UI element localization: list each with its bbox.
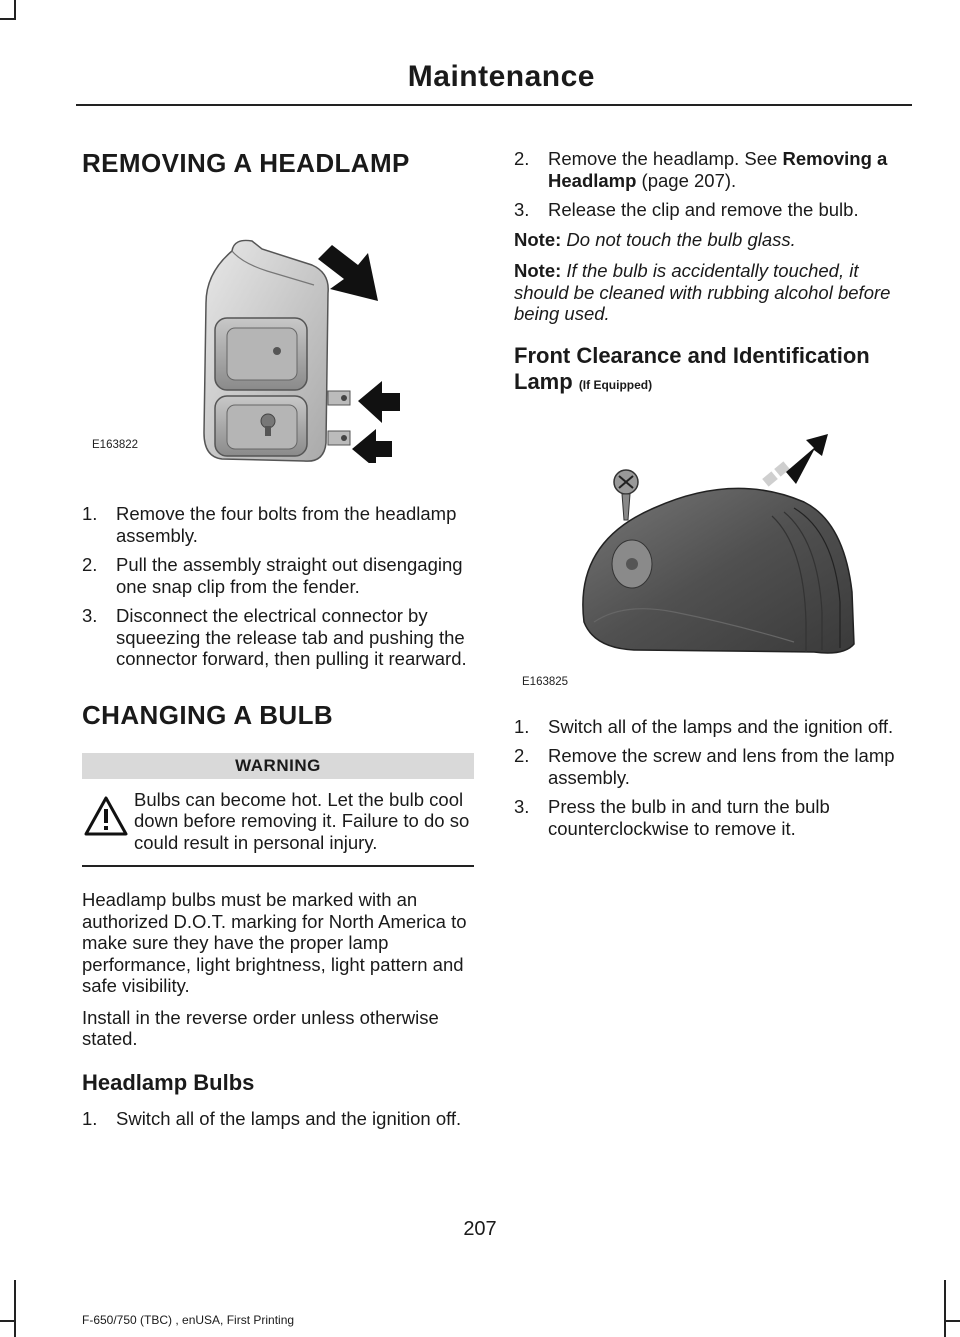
warning-label: WARNING bbox=[82, 753, 474, 779]
warning-box bbox=[82, 753, 474, 868]
crop-mark bbox=[14, 0, 16, 20]
list-item: 3. Disconnect the electrical connector by squeezing the release tab and pushing the connector forward, then pulling it rearward. bbox=[82, 605, 467, 669]
clearance-lamp-illustration bbox=[514, 412, 906, 692]
crop-mark bbox=[0, 1320, 16, 1322]
clearance-lamp-steps bbox=[514, 716, 906, 840]
page-number: 207 bbox=[463, 1218, 497, 1240]
paragraph: Install in the reverse order unless otherwise stated. bbox=[82, 1006, 439, 1049]
figure-code: E163825 bbox=[522, 675, 569, 688]
list-item: 2. Pull the assembly straight out disengaging one snap clip from the fender. bbox=[82, 554, 463, 597]
cross-reference-link[interactable]: Removing a Headlamp bbox=[548, 148, 888, 191]
list-item: 2. Remove the headlamp. See Removing a Headlamp (page 207). bbox=[514, 148, 888, 191]
headlamp-figure bbox=[82, 193, 474, 463]
subsection-title-headlamp-bulbs: Headlamp Bulbs bbox=[82, 1069, 255, 1095]
page-header-title: Maintenance bbox=[407, 60, 595, 93]
headlamp-illustration bbox=[82, 193, 474, 463]
arrow-icon bbox=[352, 429, 392, 463]
subsection-title-clearance-lamp: Front Clearance and Identification Lamp (If Equipped) bbox=[514, 342, 870, 394]
clearance-lamp-figure bbox=[514, 412, 906, 692]
crop-mark bbox=[944, 1280, 946, 1337]
warning-triangle-icon bbox=[84, 795, 128, 837]
note: Note: Do not touch the bulb glass. bbox=[514, 228, 796, 250]
arrow-icon bbox=[358, 381, 400, 423]
warning-text: Bulbs can become hot. Let the bulb cool down before removing it. Failure to do so could result in personal injury. bbox=[134, 788, 470, 853]
crop-mark bbox=[944, 1320, 960, 1322]
list-item: 2. Remove the screw and lens from the lamp assembly. bbox=[514, 745, 895, 788]
header-rule bbox=[76, 104, 912, 106]
crop-mark bbox=[0, 18, 16, 20]
section-title-removing-headlamp: REMOVING A HEADLAMP bbox=[82, 148, 410, 178]
paragraph: Headlamp bulbs must be marked with an authorized D.O.T. marking for North America to make sure they have the proper lamp performance, light brightness, light pattern and safe visibility. bbox=[82, 889, 467, 996]
list-item: 1. Switch all of the lamps and the ignition off. bbox=[514, 715, 894, 737]
print-info: F-650/750 (TBC) , enUSA, First Printing bbox=[82, 1313, 295, 1327]
crop-mark bbox=[14, 1280, 16, 1337]
arrow-icon bbox=[762, 434, 828, 487]
figure-code: E163822 bbox=[92, 439, 139, 451]
bulb-steps-list bbox=[82, 1108, 474, 1130]
list-item: 3. Press the bulb in and turn the bulb counterclockwise to remove it. bbox=[514, 796, 830, 839]
bulb-steps-continued bbox=[514, 148, 906, 221]
right-column bbox=[514, 140, 906, 847]
left-column bbox=[82, 140, 474, 1137]
list-item: 3. Release the clip and remove the bulb. bbox=[514, 199, 859, 220]
list-item: 1. Remove the four bolts from the headlamp assembly. bbox=[82, 503, 457, 546]
section-title-changing-bulb: CHANGING A BULB bbox=[82, 699, 334, 730]
note: Note: If the bulb is accidentally touched, it should be cleaned with rubbing alcohol before being used. bbox=[514, 260, 891, 324]
removal-steps-list bbox=[82, 503, 474, 670]
list-item: 1. Switch all of the lamps and the ignition off. bbox=[82, 1107, 462, 1129]
